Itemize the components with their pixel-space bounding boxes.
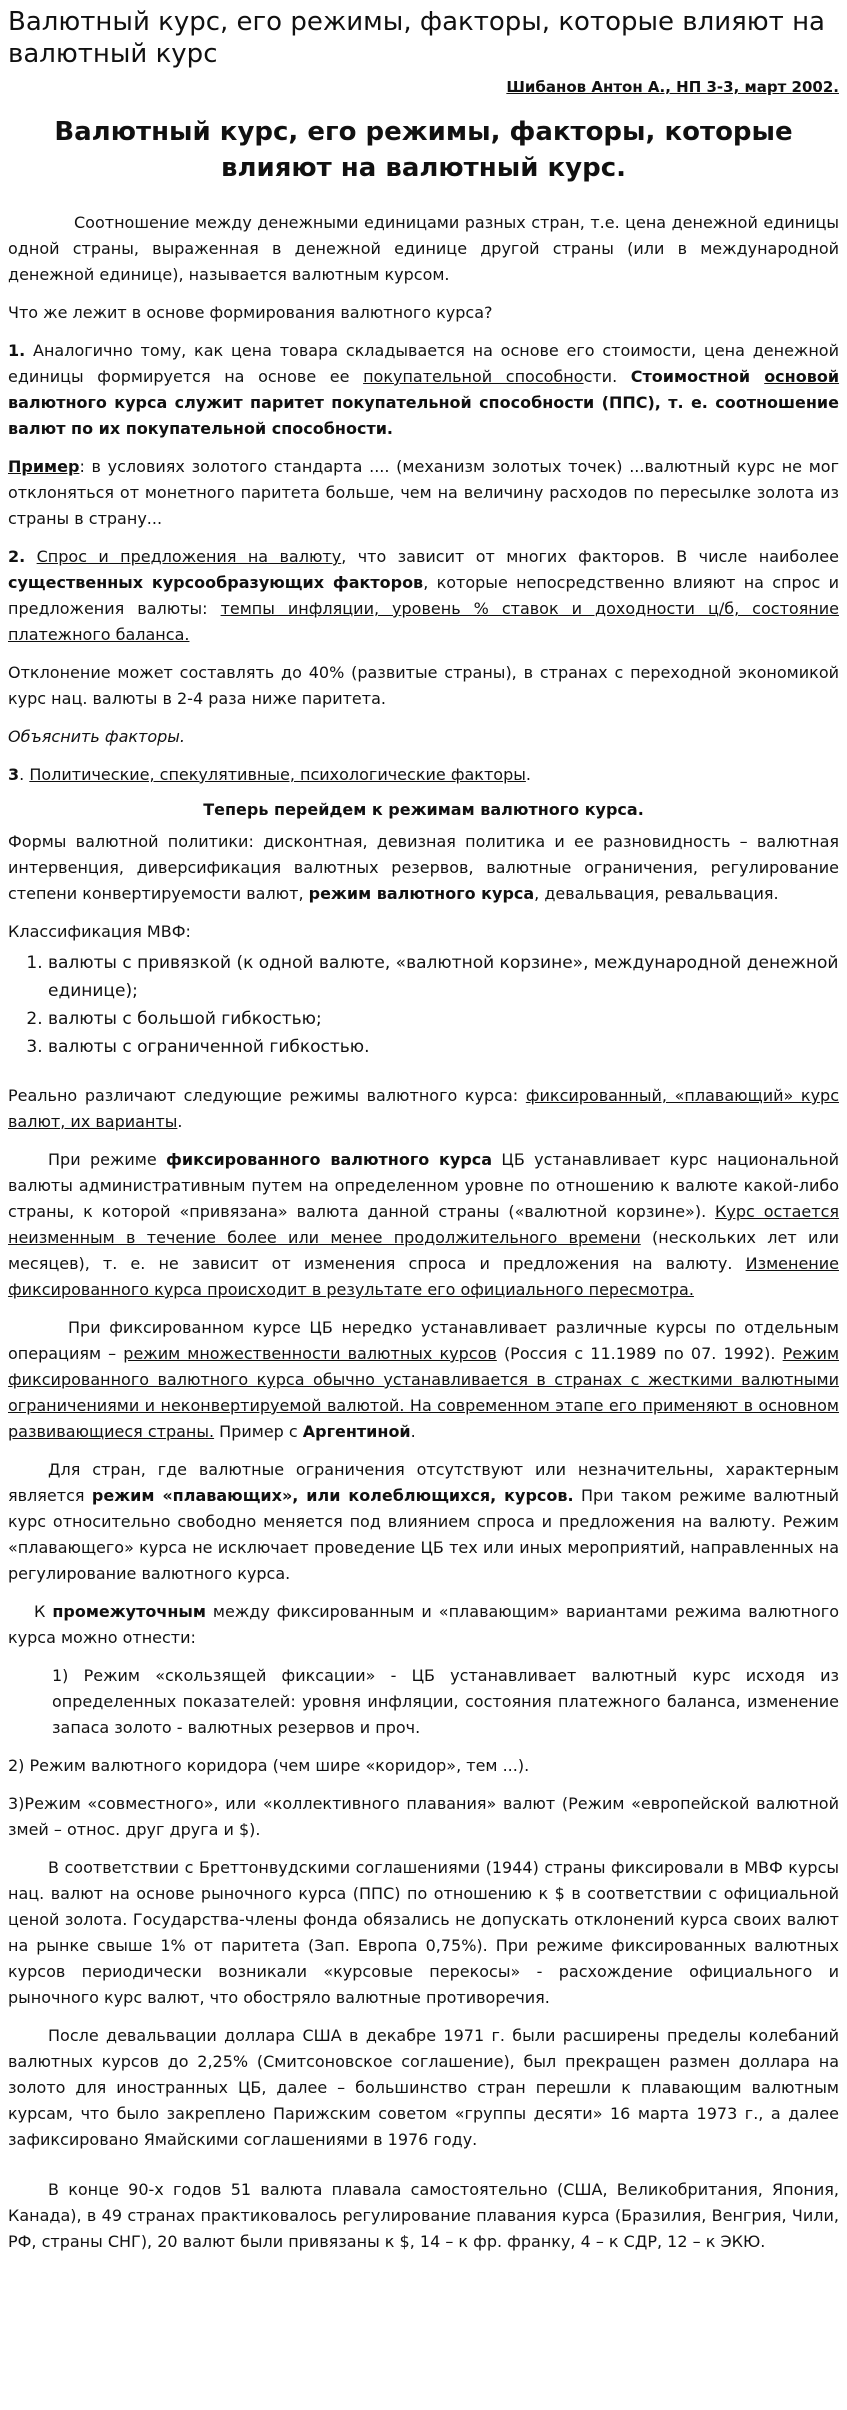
devaluation-paragraph: После девальвации доллара США в декабре 1971 г. были расширены пределы колебаний валютных курсов до 2,25% (Смитсоновское соглашение), был прекращен размен доллара на золото для иностранных ЦБ, далее – большинство стран перешли к плавающим валютным курсам, что было закреплено Парижским советом «группы десяти» 16 марта 1973 г., а далее зафиксировано Ямайскими соглашениями в 1976 году. (8, 2026, 839, 2149)
author-line: Шибанов Антон А., НП 3-3, март 2002. (506, 78, 839, 96)
real-regimes-paragraph: Реально различают следующие режимы валютного курса: фиксированный, «плавающий» курс валют, их варианты. (8, 1086, 839, 1131)
deviation-paragraph: Отклонение может составлять до 40% (развитые страны), в странах с переходной экономикой курс нац. валюты в 2-4 раза ниже паритета. (8, 663, 839, 708)
list-item: 3. валюты с ограниченной гибкостью. (48, 1033, 839, 1061)
factor-3-paragraph: 3. Политические, спекулятивные, психологические факторы. (8, 765, 531, 784)
nineties-paragraph: В конце 90-х годов 51 валюта плавала самостоятельно (США, Великобритания, Япония, Канада), в 49 странах практиковалось регулирование плавания курса (Бразилия, Венгрия, Чили, РФ, страны СНГ), 20 валют были привязаны к $, 14 – к фр. франку, 4 – к СДР, 12 – к ЭКЮ. (8, 2180, 839, 2251)
factor-2-paragraph: 2. Спрос и предложения на валюту, что зависит от многих факторов. В числе наиболее существенных курсообразующих факторов, которые непосредственно влияют на спрос и предложения валюты: темпы инфляции, уровень % ставок и доходности ц/б, состояние платежного баланса. (8, 547, 840, 644)
regimes-heading: Теперь перейдем к режимам валютного курса. (203, 800, 644, 819)
factor-1-number: 1. (8, 341, 26, 360)
floating-rate-paragraph: Для стран, где валютные ограничения отсутствуют или незначительны, характерным является режим «плавающих», или колеблющихся, курсов. При таком режиме валютный курс относительно свободно меняется под влиянием спроса и предложения на валюту. Режим «плавающего» курса не исключает проведение ЦБ тех или иных мероприятий, направленных на регулирование валютного курса. (8, 1460, 840, 1583)
list-item: 1) Режим «скользящей фиксации» - ЦБ устанавливает валютный курс исходя из определенных показателей: уровня инфляции, состояния платежного баланса, изменение запаса золото - валютных резервов и проч. (52, 1666, 839, 1737)
list-item: 2. валюты с большой гибкостью; (48, 1005, 839, 1033)
imf-label: Классификация МВФ: (8, 922, 191, 941)
list-item: 2) Режим валютного коридора (чем шире «коридор», тем ...). (8, 1756, 530, 1775)
list-item: 3)Режим «совместного», или «коллективного плавания» валют (Режим «европейской валютной змей – относ. друг друга и $). (8, 1794, 839, 1839)
explain-note: Объяснить факторы. (8, 727, 186, 746)
intro-paragraph: Соотношение между денежными единицами разных стран, т.е. цена денежной единицы одной страны, выраженная в денежной единице другой страны (или в международной денежной единице), называется валютным курсом. (8, 213, 839, 284)
factor-1-paragraph: 1. Аналогично тому, как цена товара складывается на основе его стоимости, цена денежной единицы формируется на основе ее покупательной способности. Стоимостной основой валютного курса служит паритет покупательной способности (ППС), т. е. соотношение валют по их покупательной способности. (8, 341, 840, 438)
list-item: 1. валюты с привязкой (к одной валюте, «валютной корзине», международной денежной единице); (48, 949, 839, 1005)
fixed-rate-paragraph: При режиме фиксированного валютного курса ЦБ устанавливает курс национальной валюты административным путем на определенном уровне по отношению к валюте какой-либо страны, к которой «привязана» валюта данной страны («валютной корзине»). Курс остается неизменным в течение более или менее продолжительного времени (нескольких лет или месяцев), т. е. не зависит от изменения спроса и предложения на валюту. Изменение фиксированного курса происходит в результате его официального пересмотра. (8, 1150, 839, 1299)
article-title: Валютный курс, его режимы, факторы, которые влияют на валютный курс. (54, 117, 793, 183)
bretton-woods-paragraph: В соответствии с Бреттонвудскими соглашениями (1944) страны фиксировали в МВФ курсы нац. валют на основе рыночного курса (ППС) по отношению к $ в соответствии с официальной ценой золота. Государства-члены фонда обязались не допускать отклонений курса своих валют на рынке свыше 1% от паритета (Зап. Европа 0,75%). При режиме фиксированных валютных курсов периодически возникали «курсовые перекосы» - расхождение официального и рыночного курс валют, что обостряло валютные противоречия. (8, 1858, 839, 2007)
policy-paragraph: Формы валютной политики: дисконтная, девизная политика и ее разновидность – валютная интервенция, диверсификация валютных резервов, валютные ограничения, регулирование степени конвертируемости валют, режим валютного курса, девальвация, ревальвация. (8, 832, 839, 903)
example-label: Пример (8, 457, 80, 476)
imf-classification-list (8, 949, 839, 1061)
question-paragraph: Что же лежит в основе формирования валютного курса? (8, 303, 493, 322)
fixed-rate-2-paragraph: При фиксированном курсе ЦБ нередко устанавливает различные курсы по отдельным операциям – режим множественности валютных курсов (Россия с 11.1989 по 07. 1992). Режим фиксированного валютного курса обычно устанавливается в странах с жесткими валютными ограничениями и неконвертируемой валютой. На современном этапе его применяют в основном развивающиеся страны. Пример с Аргентиной. (8, 1318, 840, 1441)
page-title: Валютный курс, его режимы, факторы, которые влияют на валютный курс (8, 7, 825, 69)
intermediate-paragraph: К промежуточным между фиксированным и «плавающим» вариантами режима валютного курса можно отнести: (8, 1602, 839, 1647)
example-paragraph: Пример: в условиях золотого стандарта .... (механизм золотых точек) ...валютный курс не мог отклоняться от монетного паритета больше, чем на величину расходов по пересылке золота из страны в страну... (8, 457, 839, 528)
